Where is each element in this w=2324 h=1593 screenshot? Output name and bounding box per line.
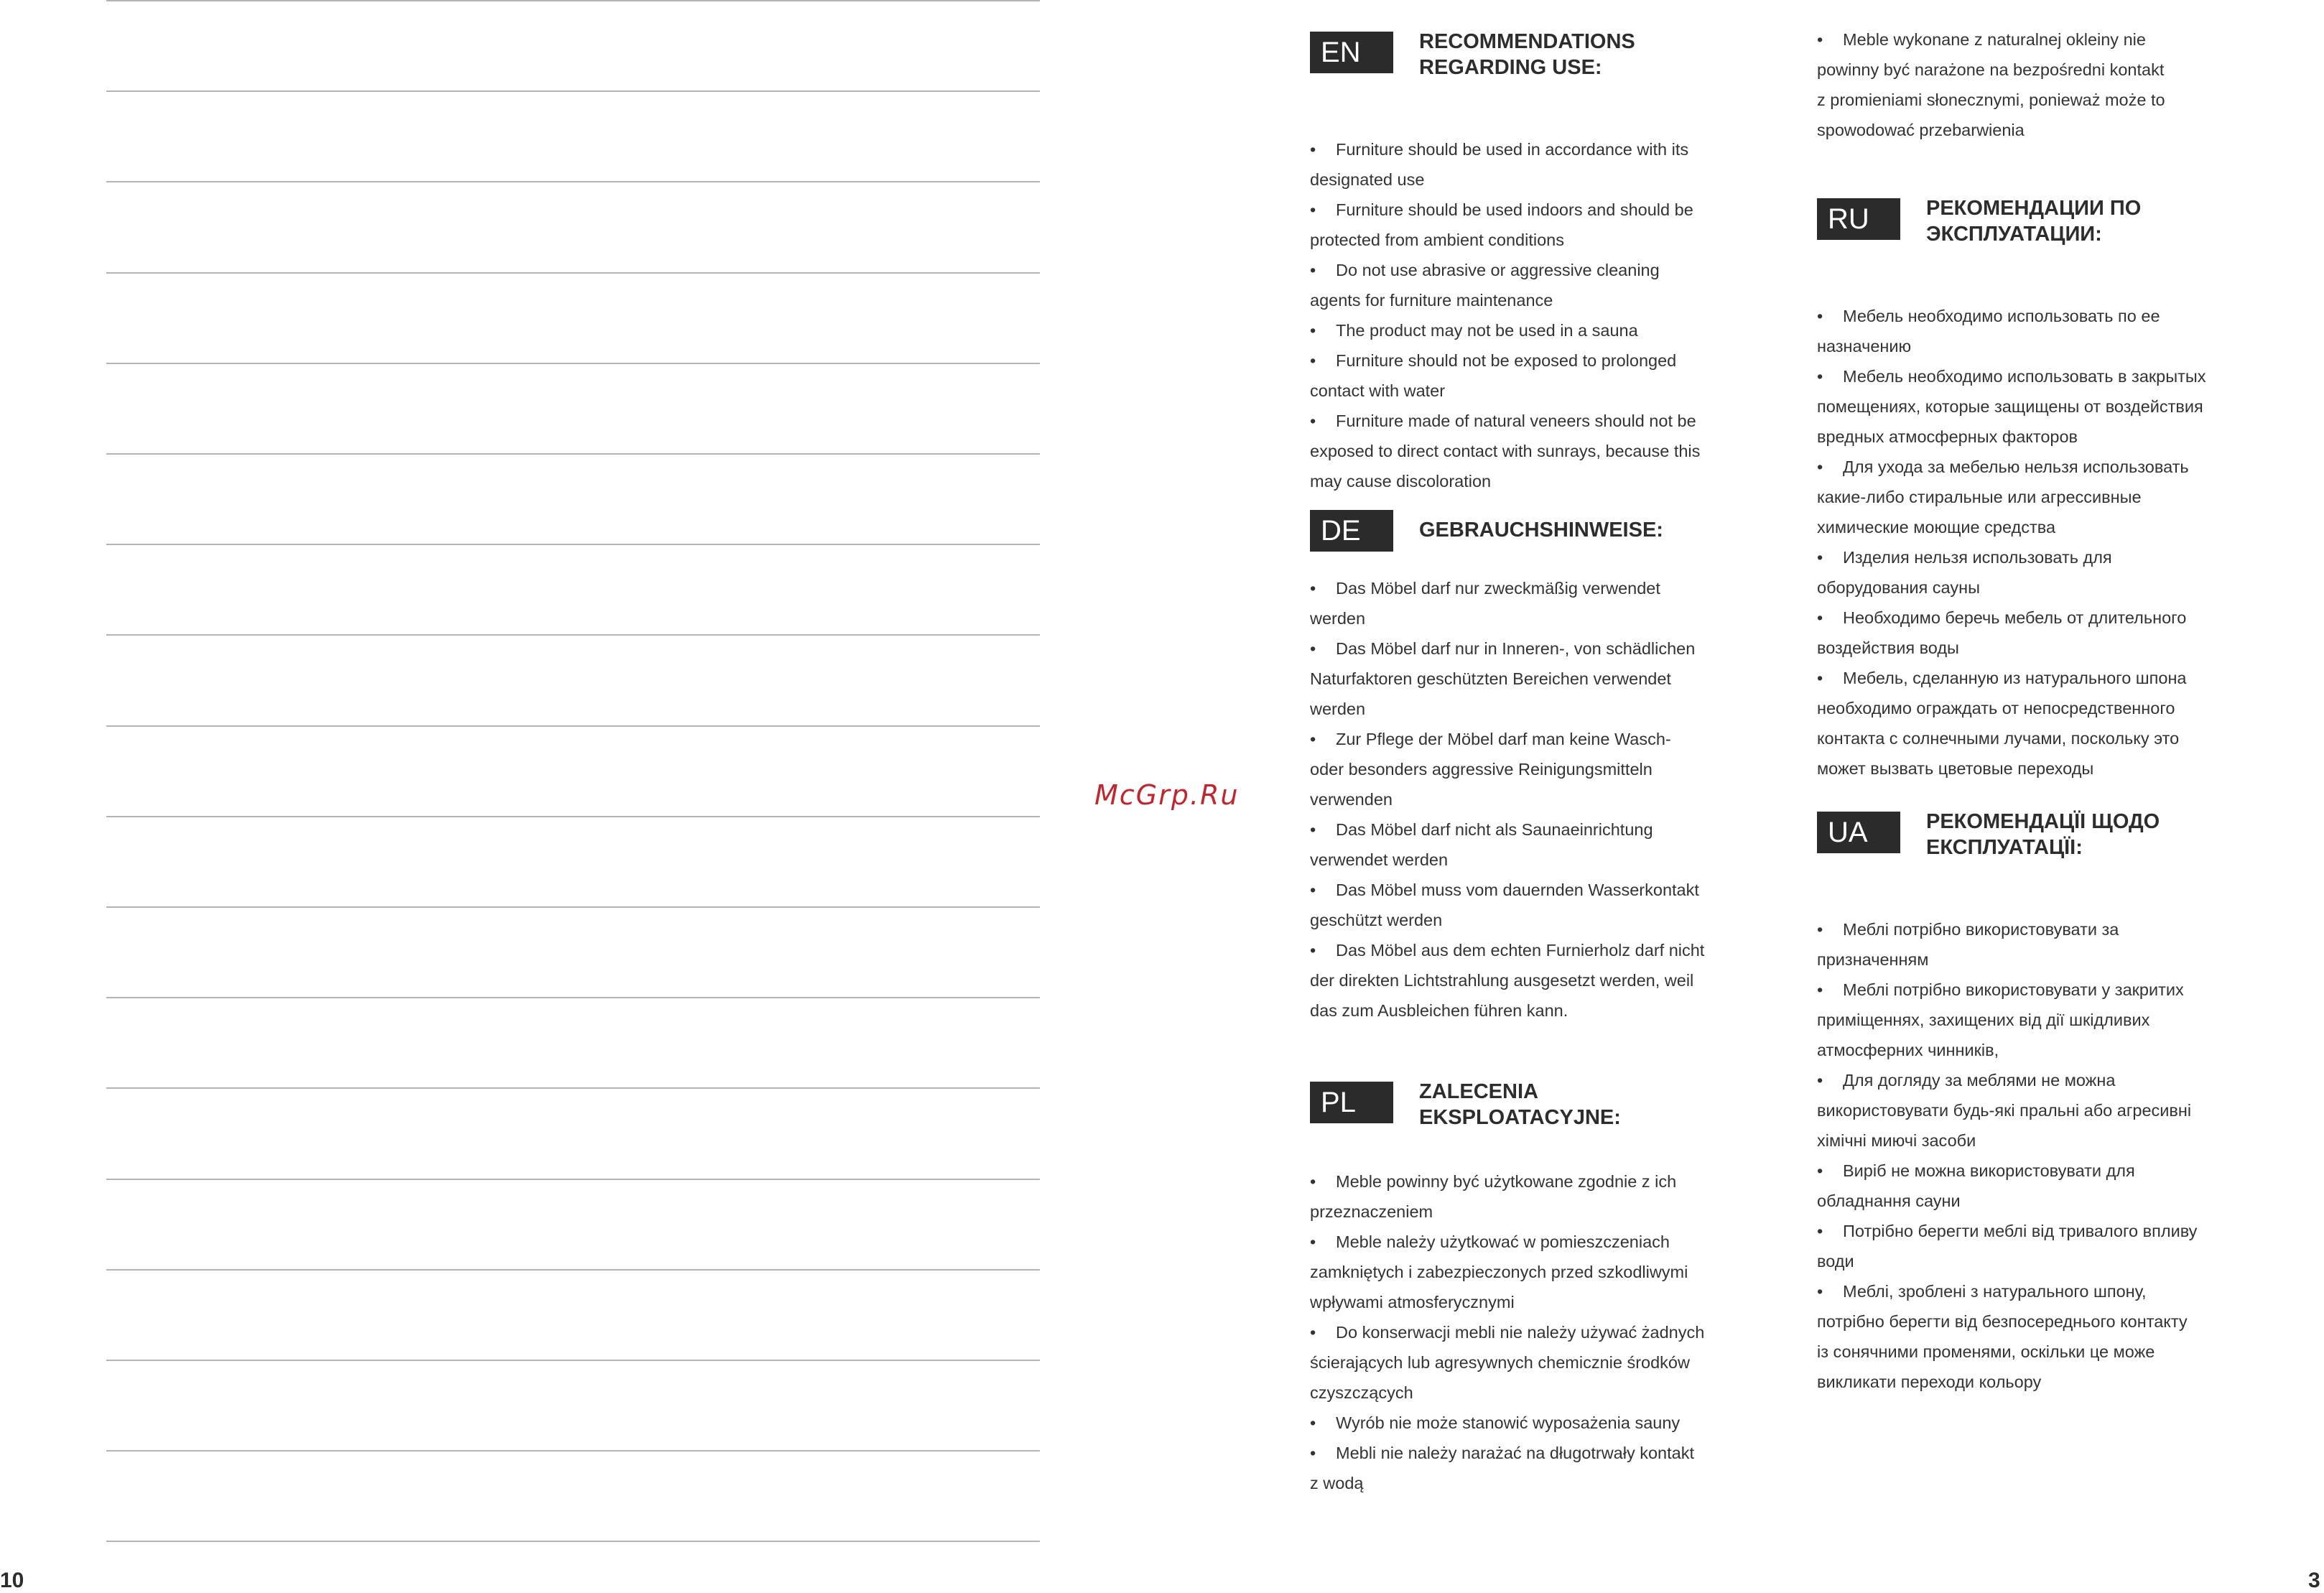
lang-badge-pl: PL xyxy=(1310,1082,1393,1123)
bullet-item-continuation xyxy=(1817,331,2255,361)
bullet-item-continuation xyxy=(1817,55,2255,85)
page-number-left: 10 xyxy=(0,1569,24,1592)
bullet-item xyxy=(1817,301,2255,331)
bullet-text: оборудования сауны xyxy=(1817,578,1980,597)
bullet-dot-icon: • xyxy=(1817,1161,1823,1180)
bullet-item-continuation xyxy=(1817,723,2255,753)
bullet-text: Виріб не можна використовувати для xyxy=(1843,1161,2135,1180)
bullet-dot-icon: • xyxy=(1817,1282,1823,1301)
bullet-item xyxy=(1817,542,2255,572)
section-ua xyxy=(1817,812,2255,1397)
section-title-pl xyxy=(1419,1079,1749,1130)
bullet-item-continuation xyxy=(1817,753,2255,784)
bullet-dot-icon: • xyxy=(1817,669,1823,687)
lang-badge-ua: UA xyxy=(1817,812,1900,853)
bullet-item xyxy=(1817,603,2255,633)
bullet-dot-icon: • xyxy=(1817,980,1823,999)
bullet-item-continuation xyxy=(1310,164,1748,195)
bullet-text: verwenden xyxy=(1310,790,1393,809)
bullet-dot-icon: • xyxy=(1310,579,1316,598)
bullet-item-continuation xyxy=(1817,1306,2255,1337)
bullet-dot-icon: • xyxy=(1310,820,1316,839)
bullet-text: czyszczących xyxy=(1310,1383,1413,1402)
bullet-text: какие-либо стиральные или агрессивные xyxy=(1817,488,2142,506)
note-line xyxy=(106,906,1040,908)
note-line xyxy=(106,1450,1040,1452)
bullet-text: обладнання сауни xyxy=(1817,1192,1961,1210)
bullet-item-continuation xyxy=(1310,995,1748,1026)
bullet-item-continuation xyxy=(1817,1095,2255,1125)
bullet-dot-icon: • xyxy=(1310,1232,1316,1251)
bullet-item-continuation xyxy=(1310,694,1748,724)
note-line xyxy=(106,363,1040,364)
bullet-text: werden xyxy=(1310,609,1366,628)
section-ru xyxy=(1817,198,2255,784)
bullet-text: Furniture should not be exposed to prolonged xyxy=(1336,351,1677,370)
notes-lines xyxy=(106,0,1040,1551)
bullet-item-continuation xyxy=(1817,944,2255,975)
bullet-item-continuation xyxy=(1817,85,2255,115)
bullet-dot-icon: • xyxy=(1310,1444,1316,1462)
bullet-dot-icon: • xyxy=(1817,458,1823,476)
note-line xyxy=(106,634,1040,636)
section-header-ua xyxy=(1817,812,2255,869)
bullet-text: przeznaczeniem xyxy=(1310,1202,1433,1221)
bullet-list-en xyxy=(1310,134,1748,496)
bullet-text: Изделия нельзя использовать для xyxy=(1843,548,2112,567)
bullet-text: вредных атмосферных факторов xyxy=(1817,427,2078,446)
bullet-text: призначенням xyxy=(1817,950,1929,969)
bullet-item-continuation xyxy=(1310,285,1748,315)
note-line xyxy=(106,90,1040,92)
bullet-text: необходимо ограждать от непосредственного xyxy=(1817,699,2175,717)
bullet-text: назначению xyxy=(1817,337,1912,356)
bullet-text: Meble wykonane z naturalnej okleiny nie xyxy=(1843,30,2146,49)
bullet-item-continuation xyxy=(1817,422,2255,452)
bullet-dot-icon: • xyxy=(1310,730,1316,748)
watermark: McGrp.Ru xyxy=(1094,779,1240,811)
bullet-text: хімічні миючі засоби xyxy=(1817,1131,1976,1150)
bullet-text: powinny być narażone na bezpośredni kontakt xyxy=(1817,60,2165,79)
bullet-item-continuation xyxy=(1310,905,1748,935)
note-line xyxy=(106,816,1040,817)
bullet-item-continuation xyxy=(1817,391,2255,422)
bullet-dot-icon: • xyxy=(1817,1222,1823,1240)
section-pl-continued xyxy=(1817,24,2255,145)
bullet-item xyxy=(1817,1065,2255,1095)
bullet-text: Furniture made of natural veneers should not be xyxy=(1336,412,1696,430)
note-line xyxy=(106,1179,1040,1180)
bullet-text: Das Möbel darf nur zweckmäßig verwendet xyxy=(1336,579,1660,598)
section-header-de xyxy=(1310,510,1748,567)
bullet-dot-icon: • xyxy=(1310,261,1316,279)
bullet-text: Do konserwacji mebli nie należy używać żadnych xyxy=(1336,1323,1705,1342)
bullet-text: werden xyxy=(1310,700,1366,718)
section-title-line: RECOMMENDATIONS xyxy=(1419,30,1635,53)
bullet-item xyxy=(1817,914,2255,944)
bullet-text: spowodować przebarwienia xyxy=(1817,121,2025,139)
bullet-text: ścierających lub agresywnych chemicznie środków xyxy=(1310,1353,1690,1372)
bullet-text: використовувати будь-які пральні або агресивні xyxy=(1817,1101,2192,1120)
bullet-item-continuation xyxy=(1310,1378,1748,1408)
bullet-item-continuation xyxy=(1817,115,2255,145)
bullet-item xyxy=(1310,345,1748,376)
bullet-item xyxy=(1817,452,2255,482)
note-line xyxy=(106,1087,1040,1089)
bullet-item-continuation xyxy=(1310,376,1748,406)
bullet-item xyxy=(1310,406,1748,436)
section-title-line: ЭКСПЛУАТАЦИИ: xyxy=(1926,223,2102,246)
page-number-right: 3 xyxy=(2308,1569,2320,1592)
bullet-item-continuation xyxy=(1817,1005,2255,1035)
bullet-text: приміщеннях, захищених від дії шкідливих xyxy=(1817,1011,2150,1029)
bullet-list-pl-continued xyxy=(1817,24,2255,145)
bullet-item-continuation xyxy=(1310,754,1748,784)
bullet-text: Меблі, зроблені з натурального шпону, xyxy=(1843,1282,2147,1301)
bullet-item xyxy=(1310,935,1748,965)
note-line xyxy=(106,544,1040,545)
bullet-text: designated use xyxy=(1310,170,1425,189)
bullet-item-continuation xyxy=(1310,466,1748,496)
bullet-text: химические моющие средства xyxy=(1817,518,2056,537)
section-header-pl xyxy=(1310,1082,1748,1139)
bullet-text: Furniture should be used in accordance with its xyxy=(1336,140,1689,159)
bullet-text: води xyxy=(1817,1252,1854,1271)
bullet-item-continuation xyxy=(1310,784,1748,814)
bullet-dot-icon: • xyxy=(1310,140,1316,159)
bullet-text: oder besonders aggressive Reinigungsmitteln xyxy=(1310,760,1653,779)
bullet-text: Das Möbel darf nur in Inneren-, von schädlichen xyxy=(1336,639,1696,658)
bullet-dot-icon: • xyxy=(1310,1172,1316,1191)
bullet-item xyxy=(1817,24,2255,55)
bullet-text: Das Möbel darf nicht als Saunaeinrichtung xyxy=(1336,820,1653,839)
lang-badge-en: EN xyxy=(1310,32,1393,73)
note-line xyxy=(106,1269,1040,1271)
lang-badge-ru: RU xyxy=(1817,198,1900,240)
bullet-text: wpływami atmosferycznymi xyxy=(1310,1293,1515,1311)
bullet-text: verwendet werden xyxy=(1310,850,1449,869)
bullet-dot-icon: • xyxy=(1817,608,1823,627)
bullet-item xyxy=(1310,134,1748,164)
bullet-text: Meble powinny być użytkowane zgodnie z ich xyxy=(1336,1172,1677,1191)
bullet-item-continuation xyxy=(1817,1246,2255,1276)
bullet-list-ru xyxy=(1817,301,2255,784)
section-title-line: REGARDING USE: xyxy=(1419,56,1602,79)
bullet-item-continuation xyxy=(1310,1287,1748,1317)
section-header-en xyxy=(1310,32,1748,89)
bullet-item-continuation xyxy=(1310,1347,1748,1378)
bullet-item-continuation xyxy=(1310,664,1748,694)
bullet-item-continuation xyxy=(1817,482,2255,512)
bullet-item xyxy=(1310,573,1748,603)
bullet-text: Do not use abrasive or aggressive cleaning xyxy=(1336,261,1660,279)
bullet-text: Для ухода за мебелью нельзя использовать xyxy=(1843,458,2189,476)
bullet-item xyxy=(1310,195,1748,225)
bullet-item-continuation xyxy=(1310,845,1748,875)
section-title-line: РЕКОМЕНДАЦЇІ ЩОДО xyxy=(1926,810,2160,833)
bullet-text: z promieniami słonecznymi, ponieważ może to xyxy=(1817,90,2165,109)
bullet-text: Das Möbel aus dem echten Furnierholz darf nicht xyxy=(1336,941,1705,960)
bullet-text: Furniture should be used indoors and should be xyxy=(1336,200,1693,219)
bullet-dot-icon: • xyxy=(1817,367,1823,386)
note-line xyxy=(106,725,1040,727)
bullet-item-continuation xyxy=(1310,436,1748,466)
bullet-text: Необходимо беречь мебель от длительного xyxy=(1843,608,2187,627)
bullet-item xyxy=(1817,1276,2255,1306)
bullet-text: может вызвать цветовые переходы xyxy=(1817,759,2094,778)
bullet-dot-icon: • xyxy=(1310,321,1316,340)
bullet-item xyxy=(1310,1317,1748,1347)
bullet-item xyxy=(1817,975,2255,1005)
section-title-ua xyxy=(1926,809,2256,860)
bullet-text: Das Möbel muss vom dauernden Wasserkontakt xyxy=(1336,881,1699,899)
bullet-text: Мебель необходимо использовать по ее xyxy=(1843,307,2160,325)
bullet-text: zamkniętych i zabezpieczonych przed szkodliwymi xyxy=(1310,1263,1688,1281)
bullet-dot-icon: • xyxy=(1310,881,1316,899)
bullet-item xyxy=(1310,1438,1748,1468)
bullet-dot-icon: • xyxy=(1310,941,1316,960)
section-title-en xyxy=(1419,29,1749,80)
bullet-text: Wyrób nie może stanowić wyposażenia sauny xyxy=(1336,1413,1681,1432)
bullet-item xyxy=(1817,1156,2255,1186)
bullet-item xyxy=(1817,1216,2255,1246)
bullet-text: protected from ambient conditions xyxy=(1310,231,1564,249)
note-line xyxy=(106,1360,1040,1361)
bullet-text: Meble należy użytkować w pomieszczeniach xyxy=(1336,1232,1670,1251)
bullet-text: exposed to direct contact with sunrays, because this xyxy=(1310,442,1701,460)
bullet-item xyxy=(1310,814,1748,845)
bullet-dot-icon: • xyxy=(1310,1413,1316,1432)
bullet-item-continuation xyxy=(1817,1186,2255,1216)
bullet-text: воздействия воды xyxy=(1817,638,1959,657)
note-line xyxy=(106,997,1040,998)
bullet-text: контакта с солнечными лучами, поскольку это xyxy=(1817,729,2180,748)
bullet-dot-icon: • xyxy=(1817,307,1823,325)
bullet-text: Меблі потрібно використовувати за xyxy=(1843,920,2119,939)
bullet-item xyxy=(1310,633,1748,664)
bullet-item xyxy=(1817,663,2255,693)
bullet-dot-icon: • xyxy=(1310,1323,1316,1342)
bullet-text: agents for furniture maintenance xyxy=(1310,291,1553,310)
section-pl xyxy=(1310,1082,1748,1498)
bullet-text: may cause discoloration xyxy=(1310,472,1492,491)
bullet-text: потрібно берегти від безпосереднього контакту xyxy=(1817,1312,2188,1331)
bullet-dot-icon: • xyxy=(1310,351,1316,370)
bullet-text: Naturfaktoren geschützten Bereichen verwendet xyxy=(1310,669,1671,688)
note-line xyxy=(106,272,1040,274)
bullet-text: викликати переходи кольору xyxy=(1817,1373,2042,1391)
section-en xyxy=(1310,32,1748,496)
note-line xyxy=(106,181,1040,182)
bullet-text: contact with water xyxy=(1310,381,1446,400)
section-title-line: ЕКСПЛУАТАЦЇІ: xyxy=(1926,836,2083,859)
bullet-dot-icon: • xyxy=(1817,548,1823,567)
bullet-item-continuation xyxy=(1817,572,2255,603)
bullet-text: The product may not be used in a sauna xyxy=(1336,321,1638,340)
bullet-item-continuation xyxy=(1817,633,2255,663)
bullet-dot-icon: • xyxy=(1310,639,1316,658)
section-header-ru xyxy=(1817,198,2255,256)
bullet-item xyxy=(1310,1227,1748,1257)
bullet-text: Меблі потрібно використовувати у закритих xyxy=(1843,980,2184,999)
bullet-item xyxy=(1310,875,1748,905)
section-de xyxy=(1310,510,1748,1026)
bullet-text: Mebli nie należy narażać na długotrwały kontakt xyxy=(1336,1444,1694,1462)
bullet-dot-icon: • xyxy=(1310,200,1316,219)
bullet-item-continuation xyxy=(1817,512,2255,542)
section-title-line: GEBRAUCHSHINWEISE: xyxy=(1419,519,1663,542)
note-line xyxy=(106,453,1040,455)
section-title-de xyxy=(1419,517,1749,543)
bullet-dot-icon: • xyxy=(1817,30,1823,49)
section-title-line: РЕКОМЕНДАЦИИ ПО xyxy=(1926,197,2142,220)
section-title-line: ZALECENIA xyxy=(1419,1080,1538,1103)
bullet-list-ua xyxy=(1817,914,2255,1397)
bullet-text: помещениях, которые защищены от воздействия xyxy=(1817,397,2203,416)
bullet-text: Мебель, сделанную из натурального шпона xyxy=(1843,669,2187,687)
section-title-ru xyxy=(1926,195,2256,247)
bullet-item xyxy=(1310,724,1748,754)
bullet-list-pl xyxy=(1310,1166,1748,1498)
bullet-text: атмосферних чинників, xyxy=(1817,1041,1999,1059)
bullet-dot-icon: • xyxy=(1310,412,1316,430)
bullet-item-continuation xyxy=(1310,1468,1748,1498)
bullet-text: z wodą xyxy=(1310,1474,1364,1492)
note-line xyxy=(106,0,1040,1)
bullet-item xyxy=(1310,1166,1748,1197)
bullet-text: der direkten Lichtstrahlung ausgesetzt werden, weil xyxy=(1310,971,1694,990)
bullet-dot-icon: • xyxy=(1817,920,1823,939)
bullet-item-continuation xyxy=(1817,1035,2255,1065)
bullet-text: das zum Ausbleichen führen kann. xyxy=(1310,1001,1568,1020)
bullet-text: Для догляду за меблями не можна xyxy=(1843,1071,2116,1090)
bullet-item-continuation xyxy=(1817,1125,2255,1156)
bullet-item xyxy=(1310,255,1748,285)
bullet-item-continuation xyxy=(1817,1367,2255,1397)
bullet-item xyxy=(1310,1408,1748,1438)
note-line xyxy=(106,1541,1040,1542)
bullet-item-continuation xyxy=(1817,693,2255,723)
bullet-item-continuation xyxy=(1310,603,1748,633)
bullet-text: Zur Pflege der Möbel darf man keine Wasch- xyxy=(1336,730,1671,748)
bullet-item-continuation xyxy=(1817,1337,2255,1367)
section-title-line: EKSPLOATACYJNE: xyxy=(1419,1106,1621,1129)
bullet-item xyxy=(1817,361,2255,391)
bullet-list-de xyxy=(1310,573,1748,1026)
bullet-text: Потрібно берегти меблі від тривалого впливу xyxy=(1843,1222,2198,1240)
bullet-item-continuation xyxy=(1310,1197,1748,1227)
bullet-text: Мебель необходимо использовать в закрытых xyxy=(1843,367,2206,386)
bullet-dot-icon: • xyxy=(1817,1071,1823,1090)
bullet-item-continuation xyxy=(1310,965,1748,995)
bullet-text: із сонячними променями, оскільки це може xyxy=(1817,1342,2155,1361)
bullet-item-continuation xyxy=(1310,1257,1748,1287)
bullet-item-continuation xyxy=(1310,225,1748,255)
lang-badge-de: DE xyxy=(1310,510,1393,552)
bullet-text: geschützt werden xyxy=(1310,911,1443,929)
bullet-item xyxy=(1310,315,1748,345)
